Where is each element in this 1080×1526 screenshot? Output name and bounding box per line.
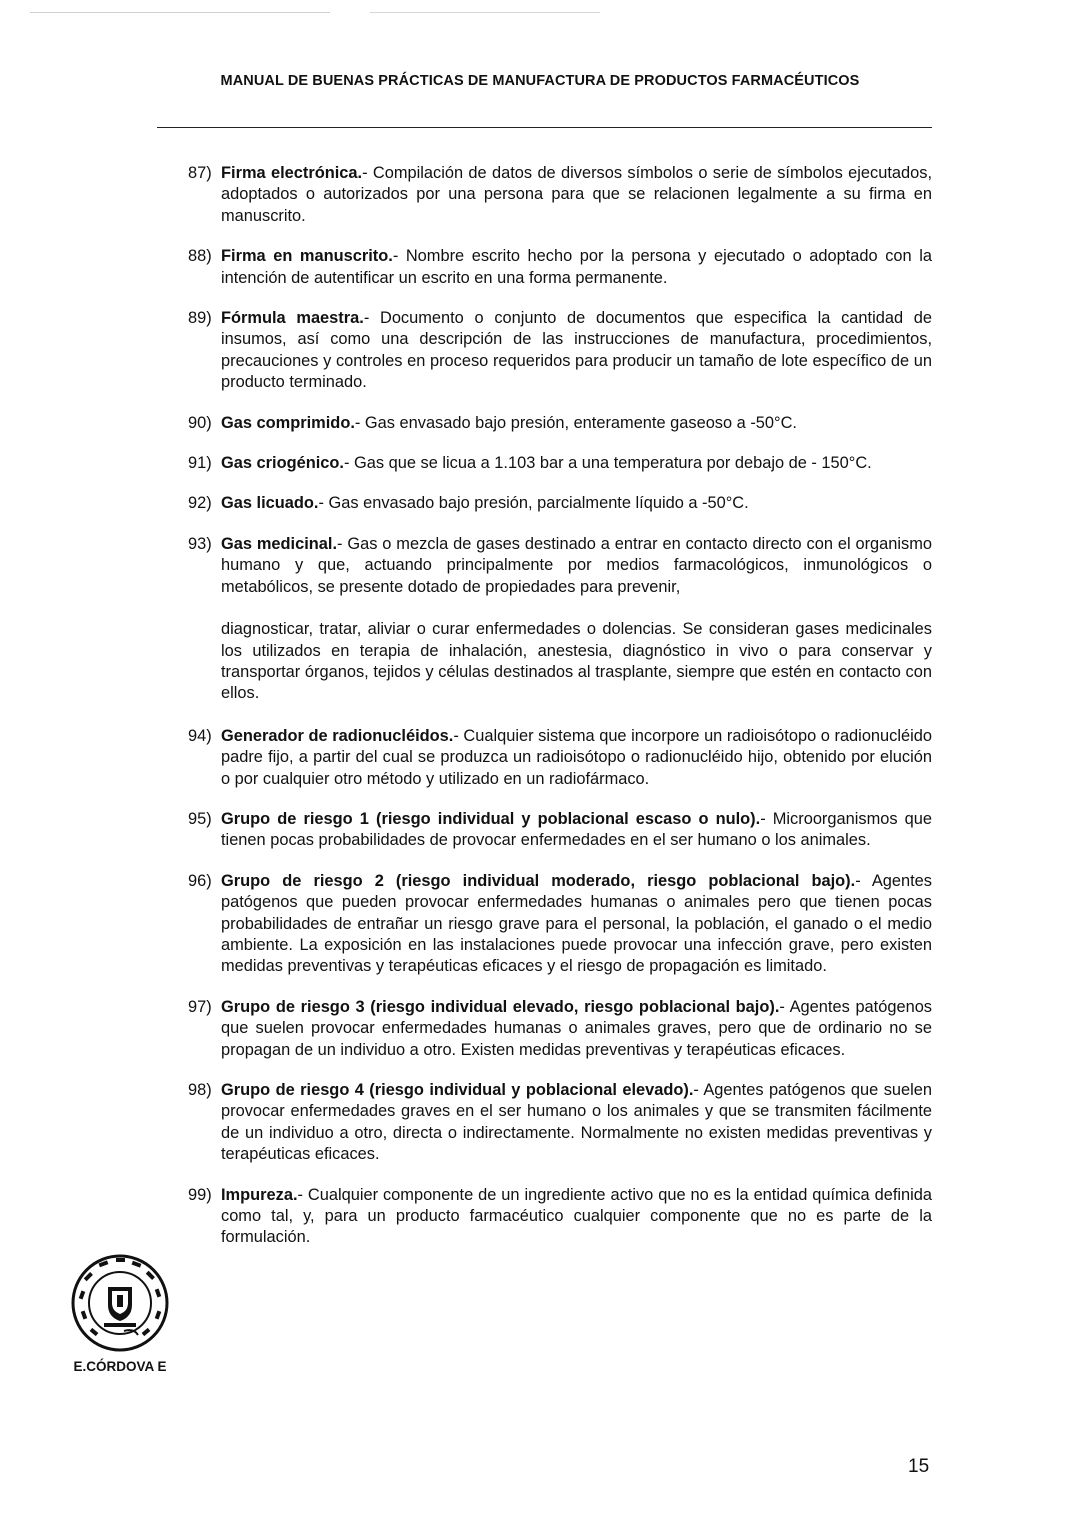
entry-number: 98) — [188, 1081, 212, 1099]
entry-number: 94) — [188, 726, 212, 745]
definition-entry — [188, 871, 932, 978]
header-rule — [157, 127, 932, 128]
official-seal-stamp — [64, 1253, 176, 1353]
entry-term: Grupo de riesgo 4 (riesgo individual y poblacional elevado). — [221, 1081, 694, 1099]
entry-number: 90) — [188, 413, 212, 432]
entry-text: - Cualquier sistema que incorpore un radioisótopo o radionucléido padre fijo, a partir del cual se produzca un radioisótopo o radionucléido hijo, obtenido por elución o por cualquier otro método y utilizado en un radiofármaco. — [221, 726, 932, 788]
entry-number: 93) — [188, 534, 212, 553]
definitions-list — [188, 163, 932, 1268]
definition-entry — [188, 1185, 932, 1249]
definition-entry — [188, 163, 932, 227]
entry-text: - Nombre escrito hecho por la persona y ejecutado o adoptado con la intención de autentificar un escrito en una forma permanente. — [221, 247, 932, 287]
entry-text: - Agentes patógenos que pueden provocar enfermedades humanas o animales pero que tienen pocas probabilidades de entrañar un riesgo grave para el personal, la población, el ganado o el medio ambiente. La exposición en las instalaciones puede provocar una infección grave, pero existen medidas preventivas y terapéuticas eficaces y el riesgo de propagación es limitado. — [221, 871, 932, 976]
entry-term: Generador de radionucléidos. — [221, 726, 454, 745]
entry-number: 92) — [188, 494, 212, 513]
entry-term: Gas comprimido. — [221, 413, 355, 432]
entry-number: 95) — [188, 809, 212, 828]
entry-number: 91) — [188, 454, 212, 473]
definition-entry — [188, 246, 932, 289]
page-header-title: MANUAL DE BUENAS PRÁCTICAS DE MANUFACTURA DE PRODUCTOS FARMACÉUTICOS — [220, 73, 860, 89]
definition-entry — [188, 809, 932, 852]
entry-number: 96) — [188, 871, 212, 890]
entry-term: Grupo de riesgo 2 (riesgo individual moderado, riesgo poblacional bajo). — [221, 871, 856, 890]
entry-number: 89) — [188, 309, 212, 328]
entry-term: Firma en manuscrito. — [221, 247, 393, 266]
entry-text: - Agentes patógenos que suelen provocar enfermedades graves en el ser humano o los animales y que se transmiten fácilmente de un individuo a otro, directa o indirectamente. Normalmente no existen medidas preventivas y terapéuticas eficaces. — [221, 1081, 932, 1164]
seal-caption: E.CÓRDOVA E — [73, 1359, 167, 1374]
entry-term: Fórmula maestra. — [221, 309, 364, 328]
definition-entry — [188, 453, 932, 474]
entry-term: Gas criogénico. — [221, 454, 344, 473]
entry-number: 97) — [188, 997, 212, 1016]
scan-artifact — [370, 12, 600, 13]
entry-term: Grupo de riesgo 1 (riesgo individual y poblacional escaso o nulo). — [221, 809, 761, 828]
entry-number: 88) — [188, 247, 212, 266]
definition-entry — [188, 308, 932, 394]
entry-text: - Gas envasado bajo presión, enteramente gaseoso a -50°C. — [354, 413, 797, 432]
definition-entry — [188, 534, 932, 705]
entry-text: - Documento o conjunto de documentos que especifica la cantidad de insumos, así como una descripción de las instrucciones de manufactura, procedimientos, precauciones y controles en proceso requeridos para producir un tamaño de lote específico de un producto terminado. — [221, 309, 933, 392]
entry-text: - Gas envasado bajo presión, parcialmente líquido a -50°C. — [318, 494, 749, 513]
entry-continuation: diagnosticar, tratar, aliviar o curar enfermedades o dolencias. Se consideran gases medicinales los utilizados en terapia de inhalación, anestesia, diagnóstico in vivo o para conservar y transportar órganos, tejidos y células destinados al trasplante, siempre que estén en contacto con ellos. — [221, 620, 932, 703]
entry-term: Impureza. — [221, 1185, 298, 1204]
entry-text: - Gas o mezcla de gases destinado a entrar en contacto directo con el organismo humano y que, actuando principalmente por medios farmacológicos, inmunológicos o metabólicos, se presente dotado de propiedades para prevenir, — [221, 534, 932, 596]
entry-text: - Microorganismos que tienen pocas probabilidades de provocar enfermedades en el ser humano o los animales. — [221, 809, 932, 850]
entry-term: Gas licuado. — [221, 494, 319, 513]
definition-entry — [188, 997, 932, 1061]
definition-entry — [188, 493, 932, 514]
entry-text: - Compilación de datos de diversos símbolos o serie de símbolos ejecutados, adoptados o autorizados por una persona para que se relacionen legalmente a su firma en manuscrito. — [221, 164, 932, 225]
entry-number: 87) — [188, 164, 212, 182]
page-number: 15 — [908, 1456, 930, 1477]
definition-entry — [188, 1080, 932, 1166]
entry-text: - Gas que se licua a 1.103 bar a una temperatura por debajo de - 150°C. — [343, 454, 872, 473]
entry-number: 99) — [188, 1185, 212, 1204]
definition-entry — [188, 413, 932, 434]
entry-text: - Cualquier componente de un ingrediente activo que no es la entidad química definida como tal, y, para un producto farmacéutico cualquier componente que no es parte de la formulación. — [221, 1185, 932, 1247]
definition-entry — [188, 726, 932, 790]
entry-term: Grupo de riesgo 3 (riesgo individual elevado, riesgo poblacional bajo). — [221, 997, 780, 1016]
entry-term: Gas medicinal. — [221, 534, 338, 553]
entry-text: - Agentes patógenos que suelen provocar enfermedades humanas o animales graves, pero que de ordinario no se propagan de un individuo a otro. Existen medidas preventivas y terapéuticas eficaces. — [221, 997, 932, 1059]
scan-artifact — [30, 12, 330, 13]
entry-term: Firma electrónica. — [221, 164, 363, 182]
